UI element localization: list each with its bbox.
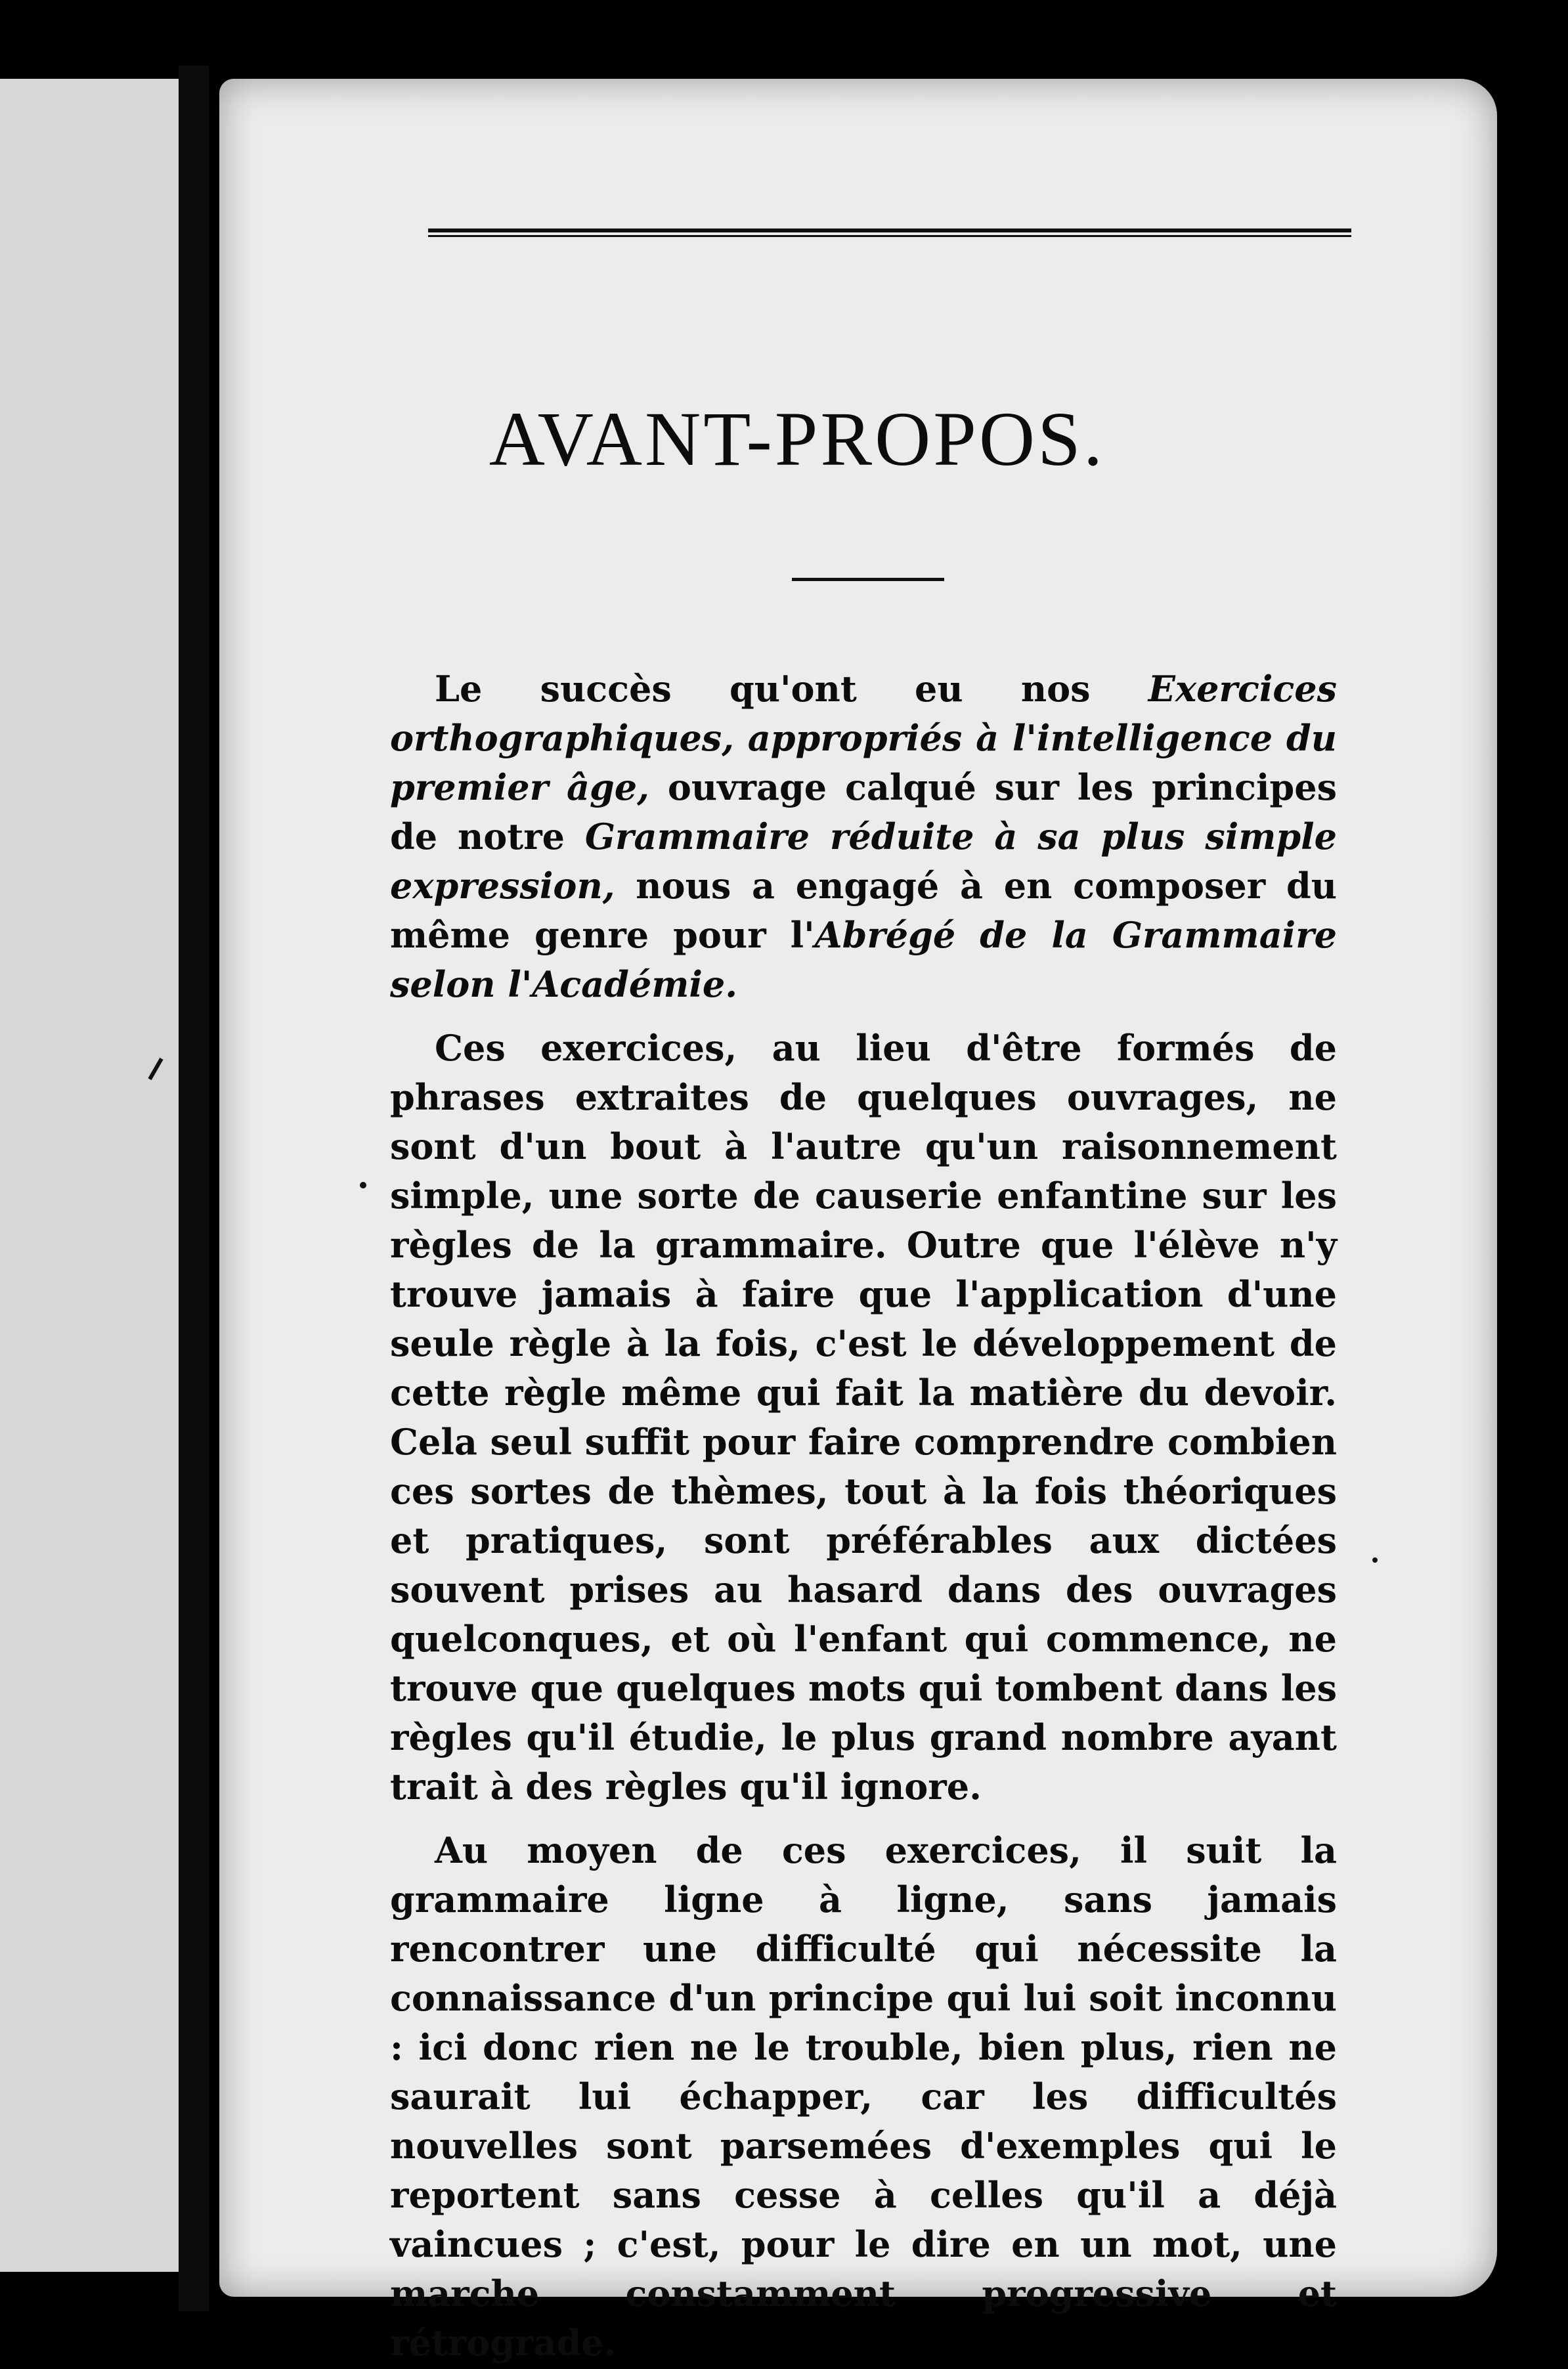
page-title: AVANT-PROPOS. <box>489 396 1106 482</box>
header-rule <box>428 228 1351 237</box>
title-grammaire-reduite: Grammaire réduite à sa plus simple expression, <box>390 815 1337 907</box>
title-abrege-grammaire: Abrégé de la Grammaire selon l'Académie. <box>390 914 1337 1005</box>
body-text <box>390 664 1337 2369</box>
paragraph-3: Au moyen de ces exercices, il suit la grammaire ligne à ligne, sans jamais rencontrer une difficulté qui nécessite la connaissance d'un principe qui lui soit inconnu : ici donc rien ne le trouble, bien plus, rien ne saurait lui échapper, car les difficultés nouvelles sont parsemées d'exemples qui le reportent sans cesse à celles qu'il a déjà vaincues ; c'est, pour le dire en un mot, une marche constamment progressive et rétrograde. <box>390 1829 1337 2364</box>
title-exercices-orthographiques: Exercices orthographiques, appropriés à l'intelligence du premier âge, <box>390 668 1337 808</box>
paragraph-1 <box>390 664 1337 1009</box>
paragraph-2: Ces exercices, au lieu d'être formés de phrases extraites de quelques ouvrages, ne sont d'un bout à l'autre qu'un raisonnement simple, une sorte de causerie enfantine sur les règles de la grammaire. Outre que l'élève n'y trouve jamais à faire que l'application d'une seule règle à la fois, c'est le développement de cette règle même qui fait la matière du devoir. Cela seul suffit pour faire comprendre combien ces sortes de thèmes, tout à la fois théoriques et pratiques, sont préférables aux dictées souvent prises au hasard dans des ouvrages quelconques, et où l'enfant qui commence, ne trouve que quelques mots qui tombent dans les règles qu'il étudie, le plus grand nombre ayant trait à des règles qu'il ignore. <box>390 1027 1337 1808</box>
paragraph-1-text-a: Le succès qu'ont eu nos <box>435 668 1148 710</box>
margin-speck <box>360 1182 366 1188</box>
margin-speck <box>1372 1557 1378 1563</box>
paragraph-1-text-c: nous a engagé à en composer du même genre pour l' <box>390 865 1337 956</box>
paragraph-1-text-b: ouvrage calqué sur les principes de notre <box>390 766 1337 858</box>
title-underline <box>792 578 944 581</box>
